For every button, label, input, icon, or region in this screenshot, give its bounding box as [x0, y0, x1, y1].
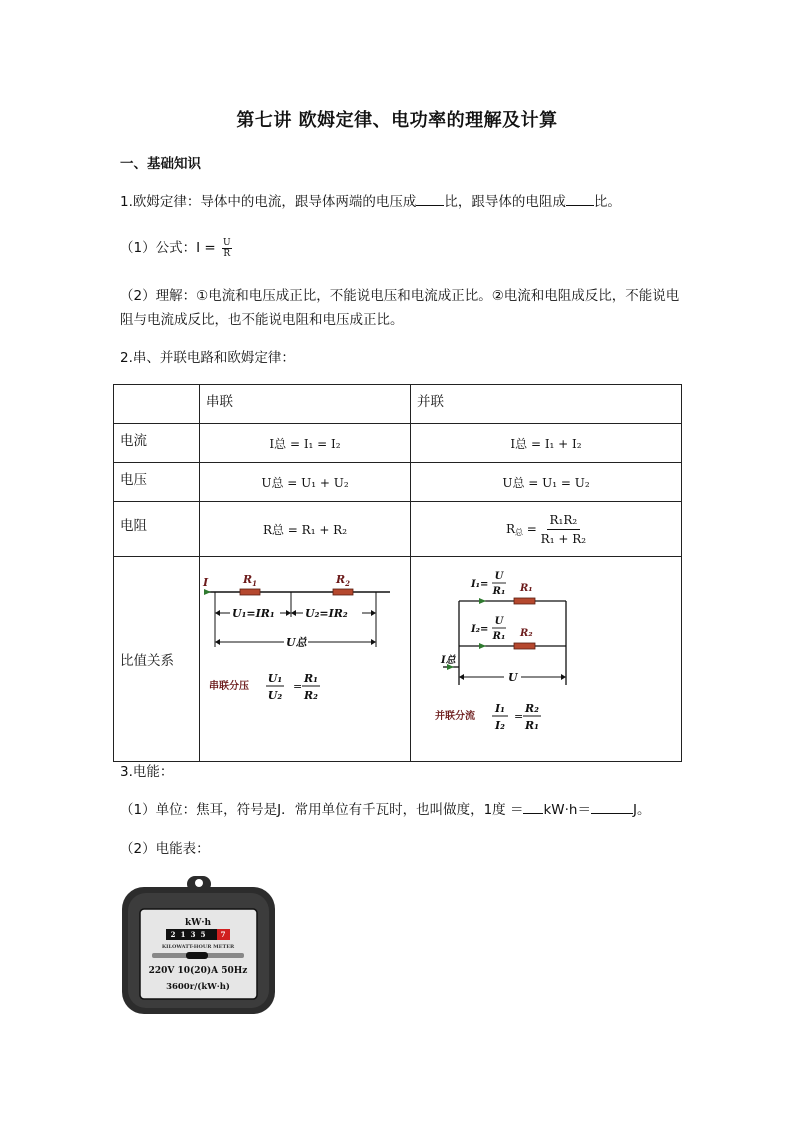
page-title: 第七讲 欧姆定律、电功率的理解及计算 [236, 110, 558, 131]
table-row [114, 502, 682, 557]
voltage-series-formula: U总 = U₁ + U₂ [200, 463, 411, 502]
svg-text:1: 1 [180, 930, 186, 939]
svg-text:=: = [293, 680, 303, 693]
row-label-voltage: 电压 [114, 463, 200, 502]
series-circuit-diagram [200, 557, 410, 757]
formula-numerator: U [222, 237, 231, 248]
svg-text:I₂: I₂ [495, 719, 505, 732]
resistance-parallel-den: R₁ + R₂ [540, 531, 587, 546]
ratio-u1: U₁ [267, 672, 283, 685]
ohm-formula [120, 236, 680, 260]
ratio-u2: U₂ [267, 689, 283, 702]
i1-equation: I₁= [471, 579, 489, 590]
voltage-parallel-formula: U总 = U₁ = U₂ [411, 463, 682, 502]
svg-text:I₁: I₁ [495, 702, 505, 715]
ohm-law-definition [120, 190, 680, 214]
svg-text:R₁: R₁ [525, 719, 539, 732]
energy-unit [120, 798, 720, 822]
resistor-r2 [333, 589, 353, 595]
blank-4 [591, 799, 633, 814]
svg-text:7: 7 [220, 930, 226, 939]
ohm-text-c: 比。 [593, 194, 621, 210]
header-empty [114, 385, 200, 424]
meter-name: KILOWATT-HOUR METER [161, 944, 235, 950]
meter-constant: 3600r/(kW·h) [166, 982, 230, 992]
svg-text:R₂: R₂ [525, 702, 539, 715]
series-diagram-cell [200, 557, 411, 762]
table-row [114, 424, 682, 463]
energy-unit-c: J。 [632, 802, 651, 818]
row-label-resistance: 电阻 [114, 502, 200, 557]
ohm-text-b: 比，跟导体的电阻成 [444, 194, 566, 210]
header-series: 串联 [200, 385, 411, 424]
energy-heading: 3.电能： [120, 764, 174, 780]
table-row [114, 557, 682, 762]
resistor-r1 [240, 589, 260, 595]
formula-fraction [222, 238, 232, 259]
svg-text:2: 2 [170, 930, 176, 939]
current-label: I [203, 576, 209, 589]
u-total-label: U总 [286, 636, 307, 649]
meter-unit: kW·h [184, 918, 212, 928]
svg-text:5: 5 [200, 930, 206, 939]
resistance-series-formula: R总 = R₁ + R₂ [200, 502, 411, 557]
blank-1 [416, 191, 444, 206]
ratio-r2: R₂ [304, 689, 318, 702]
blank-2 [566, 191, 594, 206]
svg-text:R₁: R₁ [520, 583, 533, 594]
current-series-formula: I总 = I₁ = I₂ [200, 424, 411, 463]
svg-text:U: U [494, 571, 504, 582]
circuit-table [113, 384, 682, 762]
ohm-text-a: 1.欧姆定律：导体中的电流，跟导体两端的电压成 [120, 194, 417, 210]
svg-text:R₁: R₁ [492, 586, 506, 597]
resistance-parallel-fraction [541, 513, 586, 546]
u1-equation: U₁=IR₁ [232, 607, 275, 620]
blank-3 [523, 799, 543, 814]
u2-equation: U₂=IR₂ [305, 607, 348, 620]
energy-unit-a: （1）单位：焦耳，符号是J．常用单位有千瓦时，也叫做度，1度 ＝ [120, 802, 524, 818]
ratio-r1: R₁ [304, 672, 318, 685]
u-label: U [508, 671, 518, 684]
i-total-label: I总 [441, 655, 456, 666]
svg-text:3: 3 [190, 930, 196, 939]
energy-unit-b: kW·h＝ [543, 802, 591, 818]
section-heading: 一、基础知识 [120, 156, 201, 172]
circuits-heading: 2.串、并联电路和欧姆定律： [120, 350, 295, 366]
series-caption: 串联分压 [209, 681, 249, 692]
svg-text:U: U [494, 616, 504, 627]
r1-label: $R_1$ [243, 573, 258, 588]
resistance-parallel-formula [411, 502, 682, 557]
parallel-diagram-cell [411, 557, 682, 762]
row-label-ratio: 比值关系 [114, 557, 200, 762]
svg-text:R₂: R₂ [520, 628, 533, 639]
resistance-parallel-prefix: $R_总$ = [505, 521, 541, 537]
resistance-parallel-num: R₁R₂ [547, 513, 581, 530]
svg-text:R₁: R₁ [492, 631, 506, 642]
row-label-current: 电流 [114, 424, 200, 463]
formula-label: （1）公式：I = [120, 240, 216, 256]
table-row [114, 463, 682, 502]
parallel-caption: 并联分流 [435, 711, 475, 722]
table-header-row [114, 385, 682, 424]
meter-rating: 220V 10(20)A 50Hz [148, 966, 248, 976]
electric-meter-image [120, 875, 278, 1017]
ohm-understanding: （2）理解：①电流和电压成正比，不能说电压和电流成正比。②电流和电阻成反比，不能说电阻与电流成反比，也不能说电阻和电压成正比。 [120, 288, 680, 328]
parallel-circuit-diagram [411, 557, 681, 757]
current-parallel-formula: I总 = I₁ + I₂ [411, 424, 682, 463]
formula-denominator: R [223, 248, 231, 259]
svg-text:=: = [514, 710, 524, 723]
header-parallel: 并联 [411, 385, 682, 424]
r2-label: $R_2$ [336, 573, 351, 588]
meter-heading: （2）电能表： [120, 841, 210, 857]
i2-equation: I₂= [471, 624, 489, 635]
